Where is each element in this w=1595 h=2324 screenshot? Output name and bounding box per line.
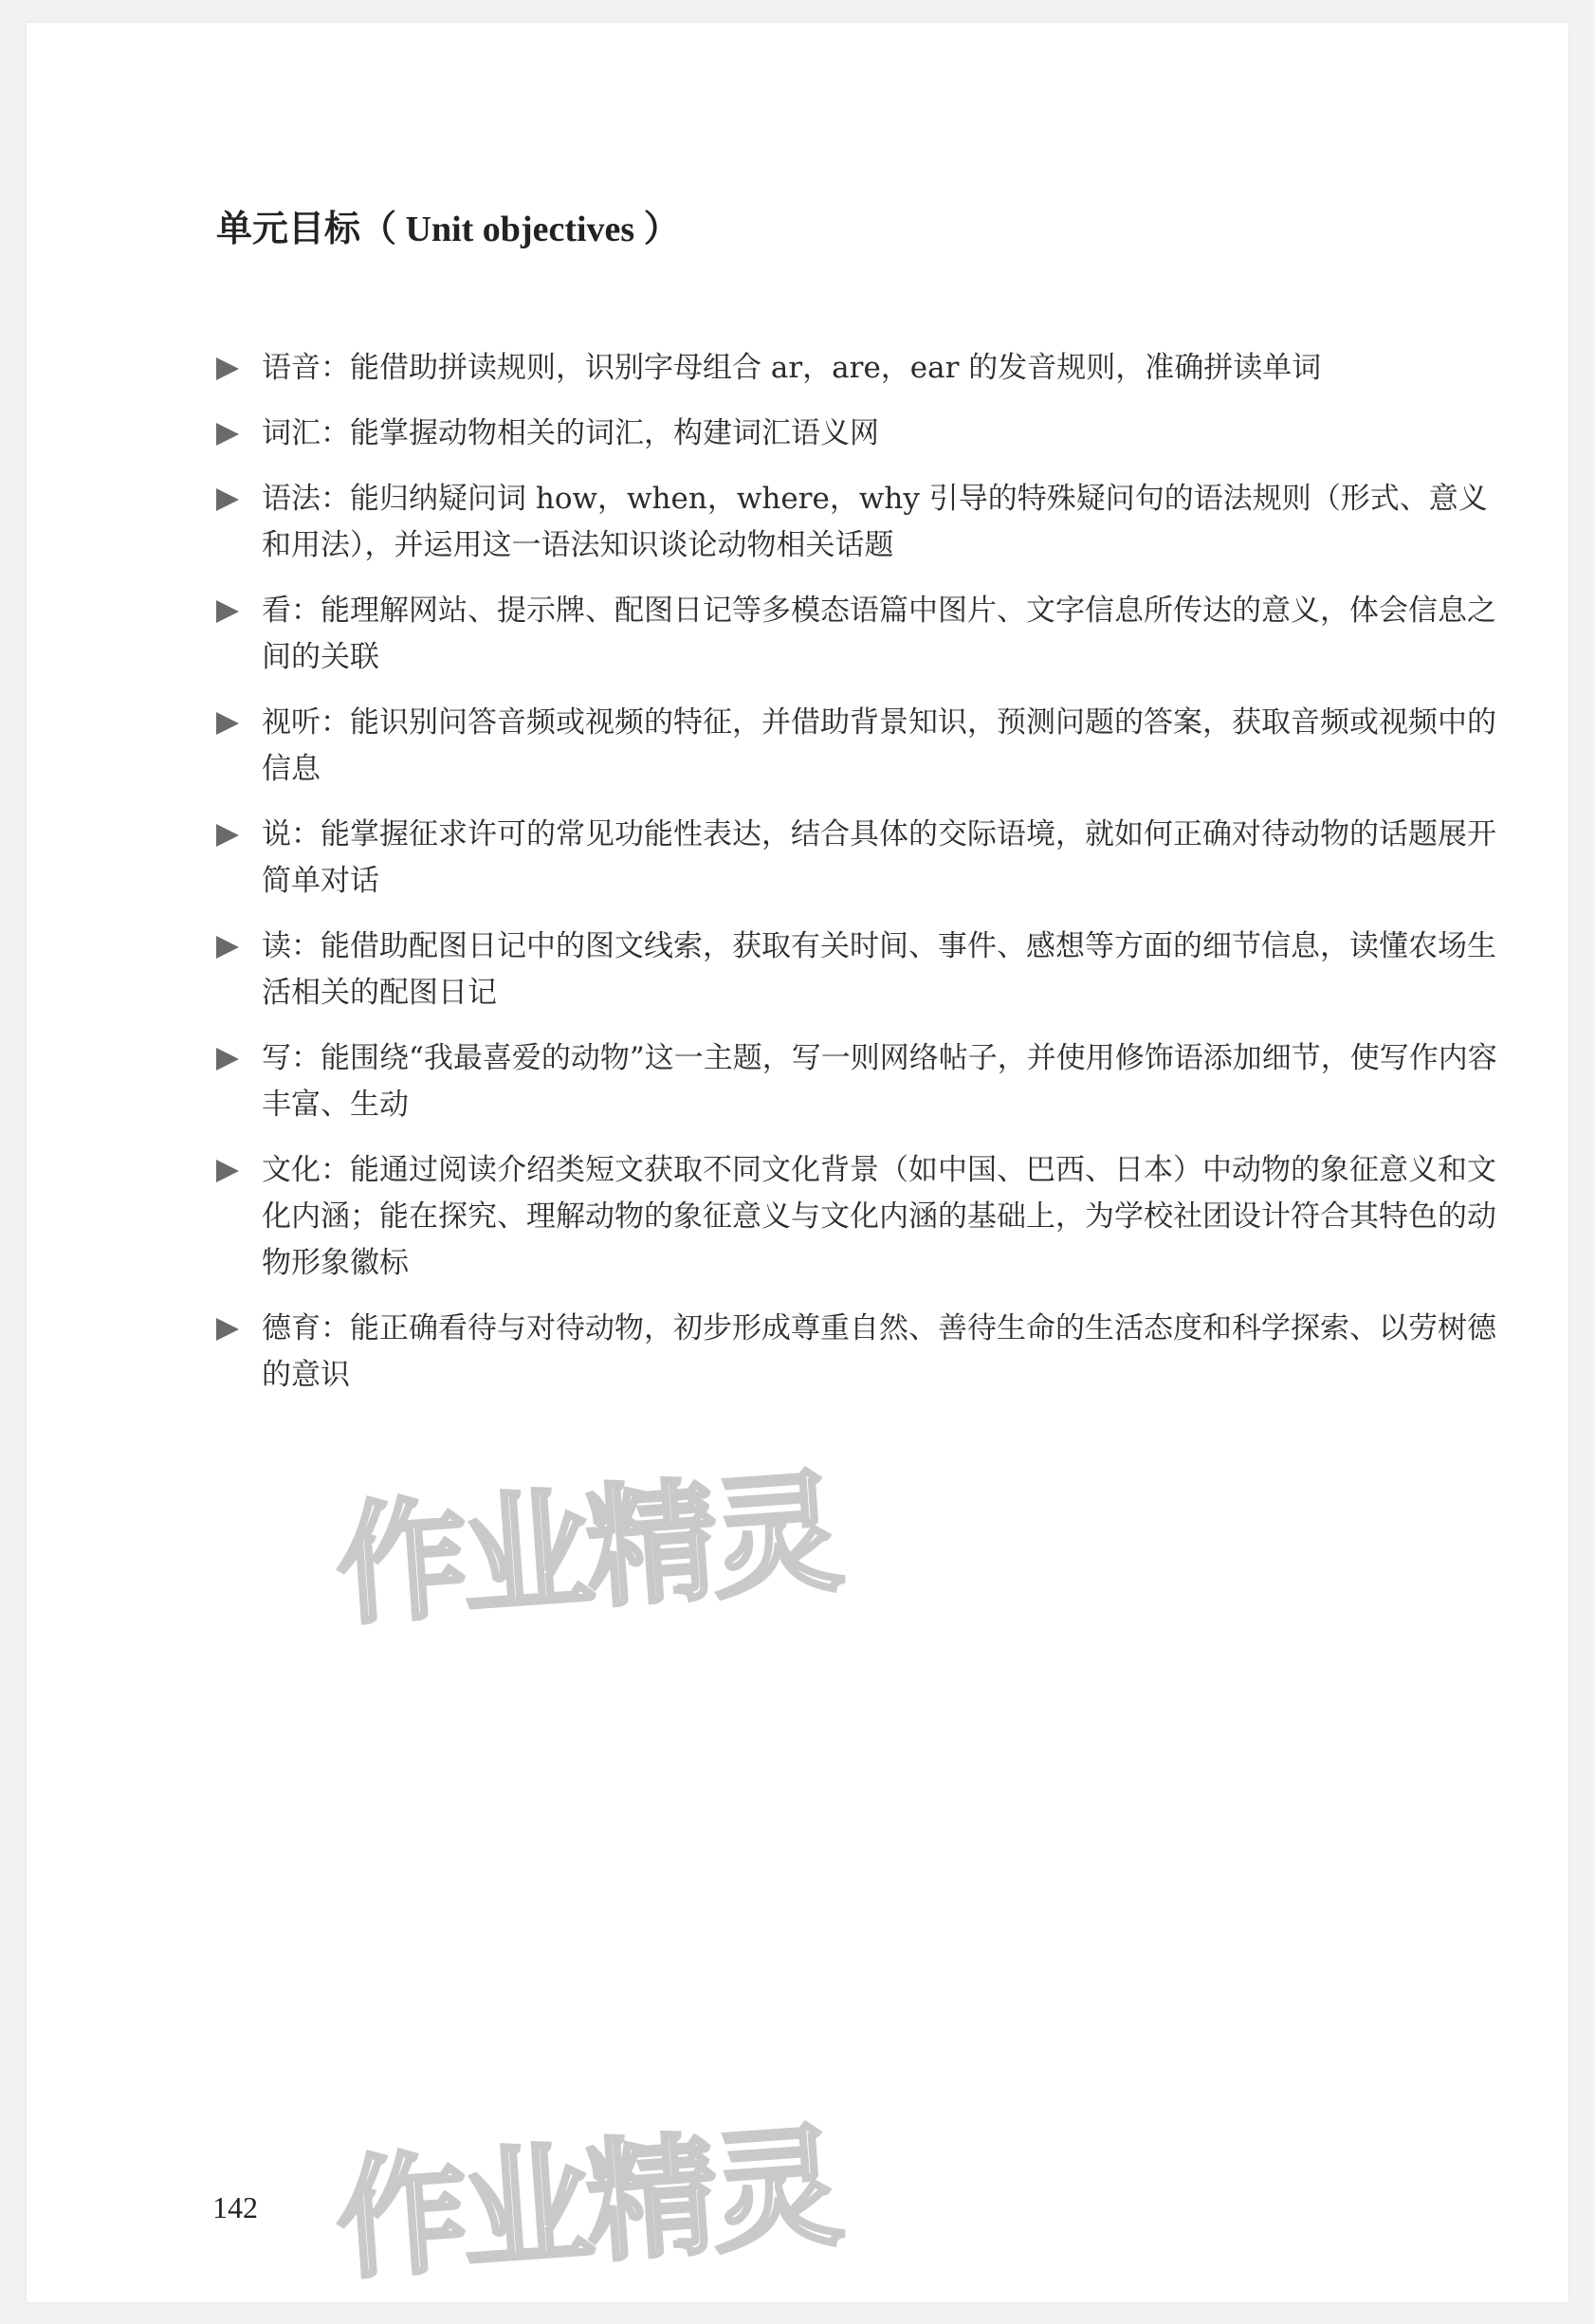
triangle-bullet-icon <box>216 1318 239 1341</box>
triangle-bullet-icon <box>216 936 239 959</box>
watermark-upper: 作业精灵 <box>331 1455 842 1644</box>
objective-text: 说：能掌握征求许可的常见功能性表达，结合具体的交际语境，就如何正确对待动物的话题展开简单对话 <box>262 817 1496 898</box>
objective-text: 语音：能借助拼读规则，识别字母组合 ar，are，ear 的发音规则，准确拼读单词 <box>262 351 1322 385</box>
objective-text: 读：能借助配图日记中的图文线索，获取有关时间、事件、感想等方面的细节信息，读懂农场生活相关的配图日记 <box>262 929 1496 1010</box>
objective-item-speaking <box>216 812 1506 905</box>
objective-item-writing <box>216 1035 1506 1128</box>
objective-item-reading <box>216 924 1506 1016</box>
triangle-bullet-icon <box>216 600 239 623</box>
page-title <box>216 199 680 251</box>
objective-item-grammar <box>216 476 1506 569</box>
objective-text: 语法：能归纳疑问词 how，when，where，why 引导的特殊疑问句的语法规则（形式、意义和用法），并运用这一语法知识谈论动物相关话题 <box>262 482 1488 562</box>
page-number: 142 <box>212 2190 258 2224</box>
objective-item-viewing <box>216 588 1506 681</box>
objective-item-vocabulary <box>216 411 1506 457</box>
objective-text: 文化：能通过阅读介绍类短文获取不同文化背景（如中国、巴西、日本）中动物的象征意义和文化内涵；能在探究、理解动物的象征意义与文化内涵的基础上，为学校社团设计符合其特色的动物形象徽标 <box>262 1153 1496 1280</box>
objective-item-moral-education <box>216 1306 1506 1399</box>
triangle-bullet-icon <box>216 488 239 511</box>
triangle-bullet-icon <box>216 824 239 847</box>
objective-text: 德育：能正确看待与对待动物，初步形成尊重自然、善待生命的生活态度和科学探索、以劳树德的意识 <box>262 1311 1496 1392</box>
objective-text: 看：能理解网站、提示牌、配图日记等多模态语篇中图片、文字信息所传达的意义，体会信息之间的关联 <box>262 594 1496 674</box>
triangle-bullet-icon <box>216 712 239 735</box>
triangle-bullet-icon <box>216 1048 239 1071</box>
triangle-bullet-icon <box>216 357 239 380</box>
triangle-bullet-icon <box>216 1160 239 1182</box>
objectives-list <box>216 345 1506 1418</box>
title-english: （ Unit objectives ） <box>360 210 680 249</box>
objective-text: 视听：能识别问答音频或视频的特征，并借助背景知识，预测问题的答案，获取音频或视频中的信息 <box>262 705 1496 786</box>
document-page <box>27 23 1568 2302</box>
watermark-lower: 作业精灵 <box>331 2110 842 2298</box>
objective-text: 写：能围绕“我最喜爱的动物”这一主题，写一则网络帖子，并使用修饰语添加细节，使写作内容丰富、生动 <box>262 1041 1497 1122</box>
objective-item-listening <box>216 700 1506 793</box>
objective-item-pronunciation <box>216 345 1506 392</box>
title-chinese: 单元目标 <box>216 208 361 249</box>
triangle-bullet-icon <box>216 423 239 446</box>
objective-text: 词汇：能掌握动物相关的词汇，构建词汇语义网 <box>262 416 879 450</box>
objective-item-culture <box>216 1147 1506 1287</box>
